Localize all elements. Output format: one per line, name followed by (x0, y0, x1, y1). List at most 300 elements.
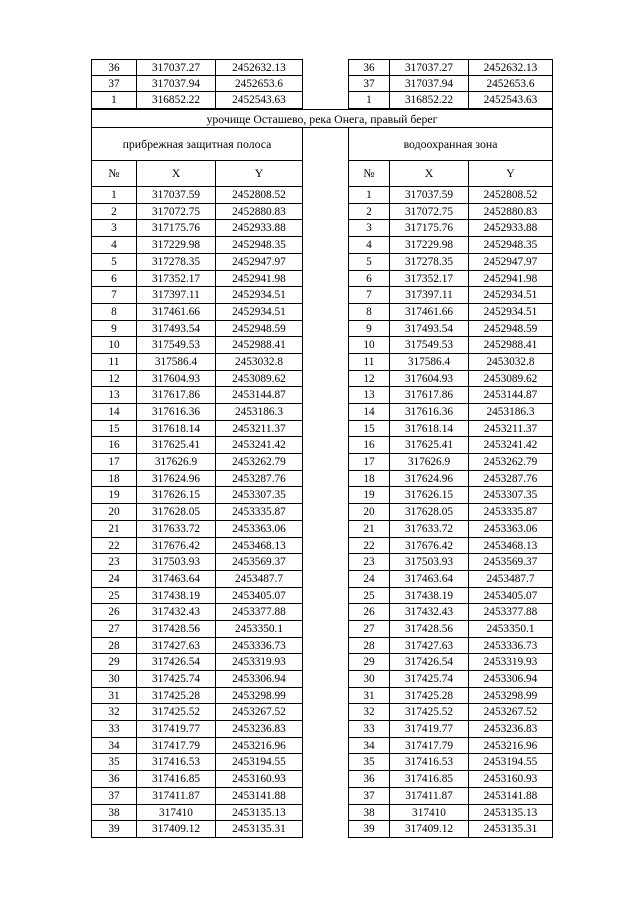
right-x-cell: 317463.64 (389, 571, 468, 588)
table-row (91, 304, 553, 321)
right-y-cell: 2453216.96 (468, 738, 553, 755)
right-num-cell: 28 (348, 638, 389, 655)
right-num-cell: 12 (348, 371, 389, 388)
table-row (91, 754, 553, 771)
left-num-cell: 8 (91, 304, 136, 321)
table-row (91, 788, 553, 805)
table-row (91, 471, 553, 488)
left-num-cell: 26 (91, 604, 136, 621)
right-x-cell: 317625.41 (389, 437, 468, 454)
right-x-cell: 317438.19 (389, 588, 468, 605)
left-y-cell: 2452934.51 (215, 304, 303, 321)
table-row (91, 59, 553, 76)
table-row (91, 771, 553, 788)
table-row (91, 254, 553, 271)
coordinate-rows (91, 187, 553, 838)
right-y-cell: 2453350.1 (468, 621, 553, 638)
right-x-cell: 317617.86 (389, 387, 468, 404)
left-y-cell: 2453241.42 (215, 437, 303, 454)
left-table-caption: прибрежная защитная полоса (91, 128, 303, 161)
right-x-cell: 317425.28 (389, 688, 468, 705)
left-y-cell: 2453306.94 (215, 671, 303, 688)
left-x-cell: 317626.9 (136, 454, 215, 471)
right-y-cell: 2453186.3 (468, 404, 553, 421)
right-num-cell: 35 (348, 754, 389, 771)
right-x-cell: 317352.17 (389, 271, 468, 288)
left-y-cell: 2452880.83 (215, 204, 303, 221)
right-num-cell: 23 (348, 554, 389, 571)
left-num-cell: 16 (91, 437, 136, 454)
left-y-cell: 2452653.6 (215, 76, 303, 93)
left-y-cell: 2452948.59 (215, 321, 303, 338)
left-y-cell: 2453319.93 (215, 654, 303, 671)
table-row (91, 588, 553, 605)
right-num-cell: 25 (348, 588, 389, 605)
right-x-cell: 317624.96 (389, 471, 468, 488)
right-num-cell: 33 (348, 721, 389, 738)
table-row (91, 504, 553, 521)
left-num-cell: 32 (91, 704, 136, 721)
right-x-cell: 317427.63 (389, 638, 468, 655)
left-x-cell: 317037.27 (136, 59, 215, 76)
right-x-cell: 317425.74 (389, 671, 468, 688)
table-row (91, 821, 553, 838)
right-y-cell: 2452934.51 (468, 287, 553, 304)
left-y-cell: 2453298.99 (215, 688, 303, 705)
right-y-cell: 2453160.93 (468, 771, 553, 788)
right-num-cell: 5 (348, 254, 389, 271)
table-row (91, 437, 553, 454)
right-y-cell: 2453194.55 (468, 754, 553, 771)
left-x-cell: 317428.56 (136, 621, 215, 638)
left-num-cell: 29 (91, 654, 136, 671)
right-num-cell: 37 (348, 788, 389, 805)
left-num-cell: 27 (91, 621, 136, 638)
left-y-cell: 2452941.98 (215, 271, 303, 288)
left-y-cell: 2453144.87 (215, 387, 303, 404)
right-x-cell: 317409.12 (389, 821, 468, 838)
left-x-cell: 317463.64 (136, 571, 215, 588)
left-num-cell: 30 (91, 671, 136, 688)
left-x-cell: 317616.36 (136, 404, 215, 421)
table-row (91, 187, 553, 204)
right-x-cell: 317503.93 (389, 554, 468, 571)
left-y-cell: 2453236.83 (215, 721, 303, 738)
right-y-cell: 2453262.79 (468, 454, 553, 471)
right-y-cell: 2453569.37 (468, 554, 553, 571)
left-x-cell: 317625.41 (136, 437, 215, 454)
right-num-cell: 22 (348, 538, 389, 555)
right-y-cell: 2453141.88 (468, 788, 553, 805)
right-num-cell: 26 (348, 604, 389, 621)
left-num-cell: 2 (91, 204, 136, 221)
right-header-x: X (389, 161, 468, 187)
left-y-cell: 2452948.35 (215, 237, 303, 254)
right-num-cell: 2 (348, 204, 389, 221)
left-x-cell: 317626.15 (136, 487, 215, 504)
left-y-cell: 2452988.41 (215, 337, 303, 354)
right-x-cell: 317037.27 (389, 59, 468, 76)
right-table-caption: водоохранная зона (348, 128, 553, 161)
right-y-cell: 2453405.07 (468, 588, 553, 605)
left-x-cell: 317352.17 (136, 271, 215, 288)
right-x-cell: 317175.76 (389, 220, 468, 237)
left-num-cell: 15 (91, 421, 136, 438)
left-y-cell: 2452543.63 (215, 92, 303, 109)
left-num-cell: 10 (91, 337, 136, 354)
right-y-cell: 2453468.13 (468, 538, 553, 555)
left-y-cell: 2453350.1 (215, 621, 303, 638)
right-y-cell: 2453335.87 (468, 504, 553, 521)
right-x-cell: 317432.43 (389, 604, 468, 621)
left-y-cell: 2453363.06 (215, 521, 303, 538)
right-x-cell: 317426.54 (389, 654, 468, 671)
left-x-cell: 317416.53 (136, 754, 215, 771)
left-x-cell: 317426.54 (136, 654, 215, 671)
right-x-cell: 317628.05 (389, 504, 468, 521)
right-y-cell: 2452947.97 (468, 254, 553, 271)
left-header-y: Y (215, 161, 303, 187)
left-x-cell: 317628.05 (136, 504, 215, 521)
left-y-cell: 2453336.73 (215, 638, 303, 655)
right-num-cell: 29 (348, 654, 389, 671)
left-x-cell: 317617.86 (136, 387, 215, 404)
right-num-cell: 1 (348, 92, 389, 109)
right-x-cell: 317411.87 (389, 788, 468, 805)
right-num-cell: 9 (348, 321, 389, 338)
right-y-cell: 2453236.83 (468, 721, 553, 738)
right-num-cell: 30 (348, 671, 389, 688)
right-x-cell: 317461.66 (389, 304, 468, 321)
table-row (91, 571, 553, 588)
table-row (91, 538, 553, 555)
right-y-cell: 2453287.76 (468, 471, 553, 488)
right-y-cell: 2453298.99 (468, 688, 553, 705)
right-y-cell: 2453144.87 (468, 387, 553, 404)
right-x-cell: 317037.94 (389, 76, 468, 93)
left-x-cell: 317676.42 (136, 538, 215, 555)
left-num-cell: 36 (91, 771, 136, 788)
right-num-cell: 11 (348, 354, 389, 371)
right-y-cell: 2452933.88 (468, 220, 553, 237)
left-y-cell: 2453186.3 (215, 404, 303, 421)
left-num-cell: 23 (91, 554, 136, 571)
right-num-cell: 18 (348, 471, 389, 488)
table-row (91, 454, 553, 471)
table-row (91, 421, 553, 438)
left-y-cell: 2453135.13 (215, 805, 303, 822)
table-row (91, 220, 553, 237)
left-y-cell: 2453267.52 (215, 704, 303, 721)
right-num-cell: 16 (348, 437, 389, 454)
right-num-cell: 38 (348, 805, 389, 822)
left-y-cell: 2453194.55 (215, 754, 303, 771)
right-x-cell: 317072.75 (389, 204, 468, 221)
right-y-cell: 2452941.98 (468, 271, 553, 288)
table-row (91, 805, 553, 822)
left-num-cell: 11 (91, 354, 136, 371)
right-y-cell: 2452934.51 (468, 304, 553, 321)
left-num-cell: 13 (91, 387, 136, 404)
right-num-cell: 36 (348, 771, 389, 788)
right-y-cell: 2452948.59 (468, 321, 553, 338)
left-x-cell: 317425.52 (136, 704, 215, 721)
right-x-cell: 317425.52 (389, 704, 468, 721)
right-num-cell: 13 (348, 387, 389, 404)
left-x-cell: 317425.28 (136, 688, 215, 705)
right-x-cell: 317410 (389, 805, 468, 822)
right-y-cell: 2452880.83 (468, 204, 553, 221)
left-y-cell: 2452947.97 (215, 254, 303, 271)
right-x-cell: 317549.53 (389, 337, 468, 354)
left-num-cell: 22 (91, 538, 136, 555)
table-row (91, 271, 553, 288)
table-row (91, 204, 553, 221)
right-x-cell: 317428.56 (389, 621, 468, 638)
section-title: урочище Осташево, река Онега, правый берег (91, 109, 553, 128)
left-header-num: № (91, 161, 136, 187)
table-row (91, 738, 553, 755)
right-num-cell: 27 (348, 621, 389, 638)
left-x-cell: 317425.74 (136, 671, 215, 688)
table-row (91, 654, 553, 671)
left-y-cell: 2453287.76 (215, 471, 303, 488)
right-x-cell: 317419.77 (389, 721, 468, 738)
left-x-cell: 317411.87 (136, 788, 215, 805)
left-x-cell: 317410 (136, 805, 215, 822)
right-num-cell: 1 (348, 187, 389, 204)
coordinates-grid (91, 59, 553, 838)
left-x-cell: 317229.98 (136, 237, 215, 254)
left-x-cell: 317409.12 (136, 821, 215, 838)
left-y-cell: 2453307.35 (215, 487, 303, 504)
right-y-cell: 2453307.35 (468, 487, 553, 504)
left-y-cell: 2453032.8 (215, 354, 303, 371)
left-x-cell: 317624.96 (136, 471, 215, 488)
left-x-cell: 317072.75 (136, 204, 215, 221)
right-x-cell: 317278.35 (389, 254, 468, 271)
table-row (91, 671, 553, 688)
table-row (91, 521, 553, 538)
table-row (91, 287, 553, 304)
right-num-cell: 10 (348, 337, 389, 354)
left-num-cell: 35 (91, 754, 136, 771)
left-num-cell: 12 (91, 371, 136, 388)
right-num-cell: 21 (348, 521, 389, 538)
left-num-cell: 24 (91, 571, 136, 588)
right-num-cell: 8 (348, 304, 389, 321)
right-y-cell: 2452988.41 (468, 337, 553, 354)
right-y-cell: 2453032.8 (468, 354, 553, 371)
left-num-cell: 31 (91, 688, 136, 705)
table-row (91, 704, 553, 721)
right-x-cell: 317676.42 (389, 538, 468, 555)
left-x-cell: 317427.63 (136, 638, 215, 655)
right-y-cell: 2453306.94 (468, 671, 553, 688)
right-y-cell: 2453267.52 (468, 704, 553, 721)
left-num-cell: 19 (91, 487, 136, 504)
left-x-cell: 317432.43 (136, 604, 215, 621)
left-num-cell: 28 (91, 638, 136, 655)
left-x-cell: 317604.93 (136, 371, 215, 388)
right-num-cell: 31 (348, 688, 389, 705)
left-x-cell: 317503.93 (136, 554, 215, 571)
right-num-cell: 20 (348, 504, 389, 521)
right-y-cell: 2453211.37 (468, 421, 553, 438)
left-x-cell: 317438.19 (136, 588, 215, 605)
right-y-cell: 2452543.63 (468, 92, 553, 109)
left-num-cell: 3 (91, 220, 136, 237)
right-y-cell: 2453377.88 (468, 604, 553, 621)
table-row (91, 354, 553, 371)
left-x-cell: 317586.4 (136, 354, 215, 371)
left-x-cell: 317549.53 (136, 337, 215, 354)
left-y-cell: 2453216.96 (215, 738, 303, 755)
left-num-cell: 9 (91, 321, 136, 338)
left-y-cell: 2452933.88 (215, 220, 303, 237)
left-x-cell: 317037.94 (136, 76, 215, 93)
left-y-cell: 2453335.87 (215, 504, 303, 521)
right-x-cell: 317493.54 (389, 321, 468, 338)
table-row (91, 688, 553, 705)
right-y-cell: 2453135.31 (468, 821, 553, 838)
right-num-cell: 39 (348, 821, 389, 838)
left-num-cell: 37 (91, 76, 136, 93)
left-x-cell: 317419.77 (136, 721, 215, 738)
left-y-cell: 2452808.52 (215, 187, 303, 204)
table-row (91, 76, 553, 93)
right-num-cell: 15 (348, 421, 389, 438)
right-num-cell: 3 (348, 220, 389, 237)
left-num-cell: 25 (91, 588, 136, 605)
left-num-cell: 1 (91, 187, 136, 204)
right-x-cell: 317626.9 (389, 454, 468, 471)
left-num-cell: 14 (91, 404, 136, 421)
right-x-cell: 317229.98 (389, 237, 468, 254)
right-header-y: Y (468, 161, 553, 187)
right-header-num: № (348, 161, 389, 187)
right-x-cell: 317037.59 (389, 187, 468, 204)
left-y-cell: 2453262.79 (215, 454, 303, 471)
column-header-row (91, 161, 553, 187)
left-y-cell: 2453405.07 (215, 588, 303, 605)
left-num-cell: 39 (91, 821, 136, 838)
left-num-cell: 33 (91, 721, 136, 738)
left-num-cell: 34 (91, 738, 136, 755)
right-y-cell: 2452948.35 (468, 237, 553, 254)
left-y-cell: 2453135.31 (215, 821, 303, 838)
left-num-cell: 4 (91, 237, 136, 254)
right-num-cell: 17 (348, 454, 389, 471)
left-y-cell: 2453377.88 (215, 604, 303, 621)
table-row (91, 321, 553, 338)
left-header-x: X (136, 161, 215, 187)
left-x-cell: 316852.22 (136, 92, 215, 109)
left-num-cell: 21 (91, 521, 136, 538)
right-y-cell: 2453487.7 (468, 571, 553, 588)
left-y-cell: 2452934.51 (215, 287, 303, 304)
left-x-cell: 317037.59 (136, 187, 215, 204)
table-row (91, 638, 553, 655)
right-num-cell: 14 (348, 404, 389, 421)
right-y-cell: 2452808.52 (468, 187, 553, 204)
right-x-cell: 317618.14 (389, 421, 468, 438)
left-y-cell: 2453089.62 (215, 371, 303, 388)
right-y-cell: 2453135.13 (468, 805, 553, 822)
right-x-cell: 317604.93 (389, 371, 468, 388)
right-x-cell: 317397.11 (389, 287, 468, 304)
table-row (91, 371, 553, 388)
right-y-cell: 2452632.13 (468, 59, 553, 76)
right-num-cell: 6 (348, 271, 389, 288)
left-x-cell: 317397.11 (136, 287, 215, 304)
right-x-cell: 317416.85 (389, 771, 468, 788)
left-x-cell: 317278.35 (136, 254, 215, 271)
table-row (91, 237, 553, 254)
right-y-cell: 2452653.6 (468, 76, 553, 93)
right-x-cell: 317417.79 (389, 738, 468, 755)
table-row (91, 404, 553, 421)
right-x-cell: 316852.22 (389, 92, 468, 109)
left-y-cell: 2453141.88 (215, 788, 303, 805)
right-num-cell: 19 (348, 487, 389, 504)
left-num-cell: 18 (91, 471, 136, 488)
table-captions-row (91, 128, 553, 161)
right-num-cell: 4 (348, 237, 389, 254)
left-y-cell: 2453487.7 (215, 571, 303, 588)
table-row (91, 387, 553, 404)
table-row (91, 487, 553, 504)
table-row (91, 604, 553, 621)
left-y-cell: 2453211.37 (215, 421, 303, 438)
left-y-cell: 2453569.37 (215, 554, 303, 571)
table-row (91, 337, 553, 354)
table-row (91, 92, 553, 109)
right-y-cell: 2453363.06 (468, 521, 553, 538)
right-num-cell: 32 (348, 704, 389, 721)
left-num-cell: 38 (91, 805, 136, 822)
left-x-cell: 317633.72 (136, 521, 215, 538)
left-y-cell: 2452632.13 (215, 59, 303, 76)
table-row (91, 554, 553, 571)
left-num-cell: 20 (91, 504, 136, 521)
right-y-cell: 2453336.73 (468, 638, 553, 655)
right-y-cell: 2453089.62 (468, 371, 553, 388)
right-y-cell: 2453319.93 (468, 654, 553, 671)
left-x-cell: 317416.85 (136, 771, 215, 788)
left-x-cell: 317618.14 (136, 421, 215, 438)
right-x-cell: 317633.72 (389, 521, 468, 538)
right-num-cell: 34 (348, 738, 389, 755)
left-num-cell: 5 (91, 254, 136, 271)
left-x-cell: 317461.66 (136, 304, 215, 321)
left-x-cell: 317493.54 (136, 321, 215, 338)
left-y-cell: 2453468.13 (215, 538, 303, 555)
table-row (91, 721, 553, 738)
left-num-cell: 37 (91, 788, 136, 805)
right-num-cell: 37 (348, 76, 389, 93)
right-x-cell: 317626.15 (389, 487, 468, 504)
right-num-cell: 7 (348, 287, 389, 304)
left-num-cell: 36 (91, 59, 136, 76)
right-num-cell: 36 (348, 59, 389, 76)
right-x-cell: 317586.4 (389, 354, 468, 371)
left-y-cell: 2453160.93 (215, 771, 303, 788)
table-row (91, 621, 553, 638)
right-y-cell: 2453241.42 (468, 437, 553, 454)
right-x-cell: 317416.53 (389, 754, 468, 771)
left-x-cell: 317175.76 (136, 220, 215, 237)
